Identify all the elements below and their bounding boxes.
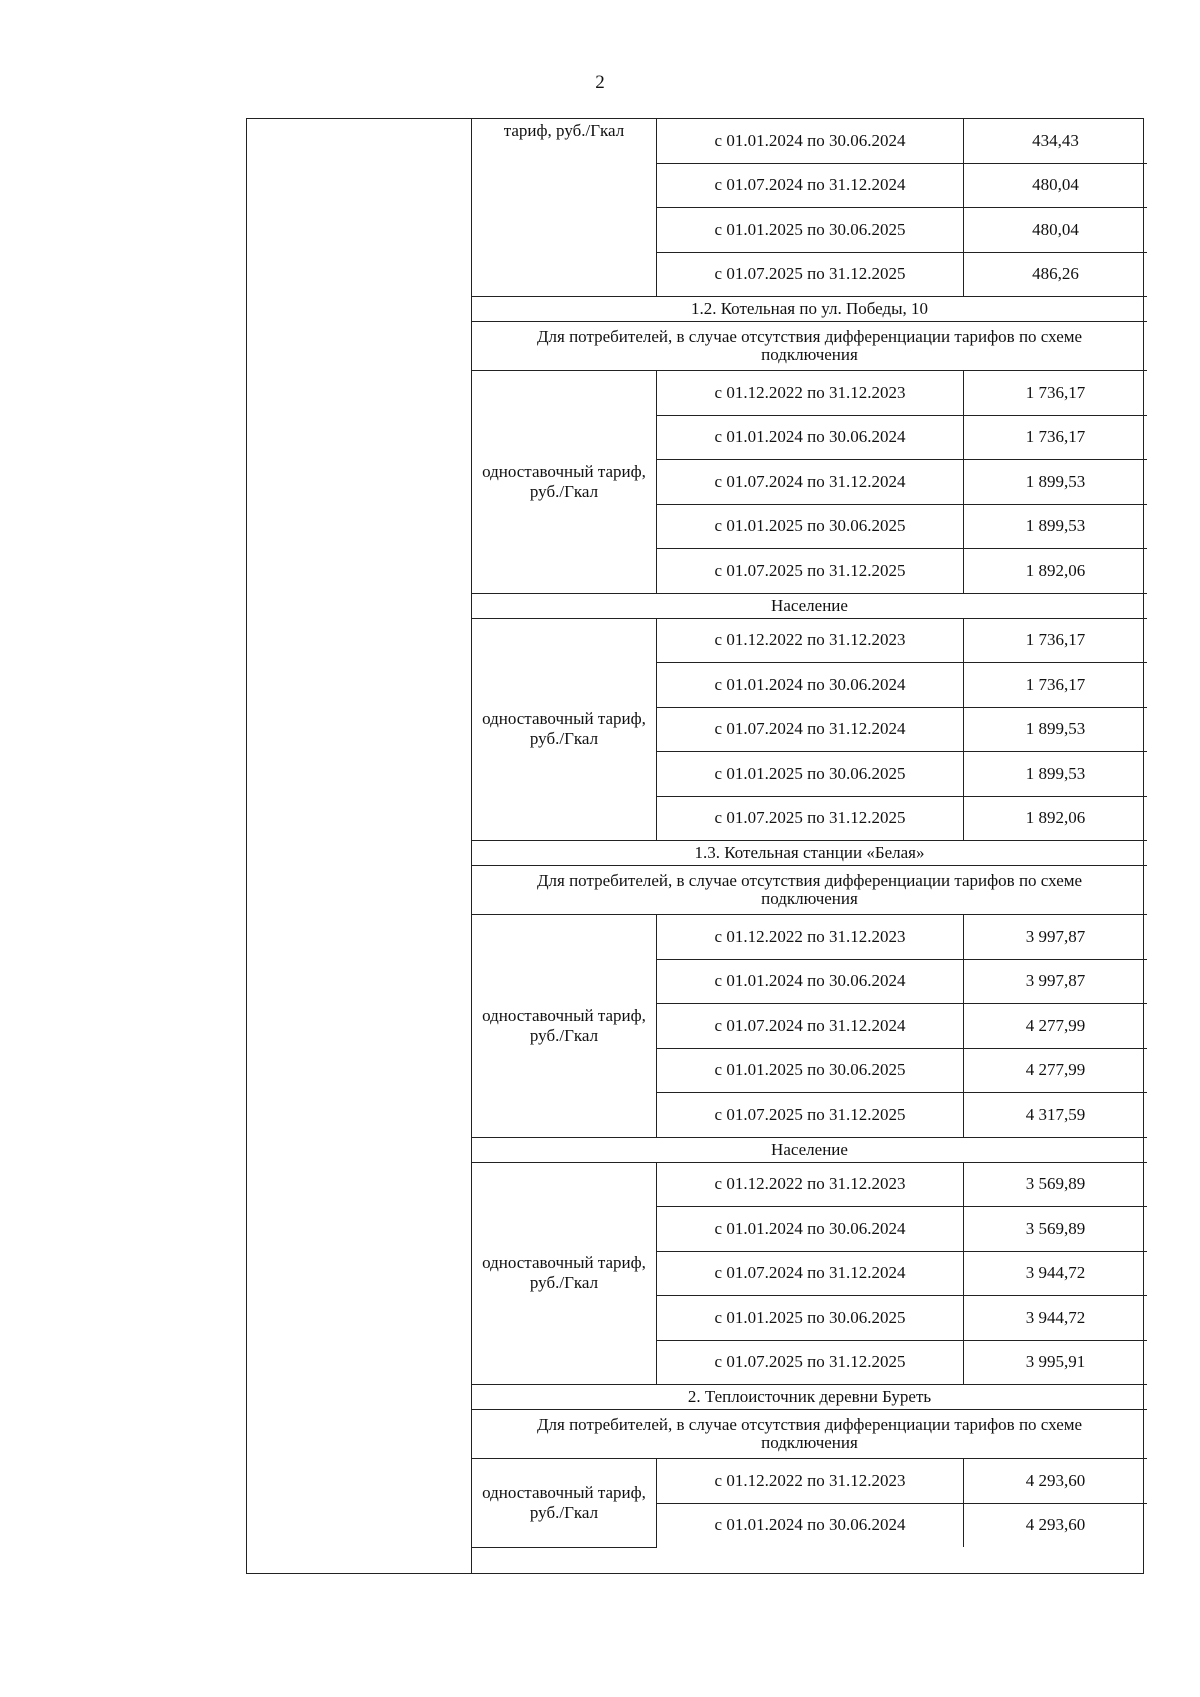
period-cell: с 01.07.2024 по 31.12.2024 [657,1004,964,1049]
left-empty-column [247,119,472,1573]
value-cell: 1 899,53 [964,460,1148,505]
tariff-table-page [246,118,1144,1574]
value-cell: 3 995,91 [964,1340,1148,1385]
consumers-header-row [472,1410,1147,1459]
section-title: 1.2. Котельная по ул. Победы, 10 [472,297,1147,322]
tariff-type-label: одноставочный тариф, руб./Гкал [472,371,657,594]
period-cell: с 01.01.2024 по 30.06.2024 [657,119,964,163]
tariff-type-label: одноставочный тариф, руб./Гкал [472,1162,657,1385]
period-cell: с 01.01.2024 по 30.06.2024 [657,663,964,708]
value-cell: 4 277,99 [964,1048,1148,1093]
period-cell: с 01.12.2022 по 31.12.2023 [657,371,964,416]
table-row [472,618,1147,663]
value-cell: 3 569,89 [964,1162,1148,1207]
table-row [472,1162,1147,1207]
period-cell: с 01.01.2025 по 30.06.2025 [657,208,964,253]
table-row [472,915,1147,960]
period-cell: с 01.01.2025 по 30.06.2025 [657,1296,964,1341]
period-cell: с 01.07.2025 по 31.12.2025 [657,1093,964,1138]
tariff-table [472,119,1143,1548]
value-cell: 480,04 [964,208,1148,253]
value-cell: 1 892,06 [964,549,1148,594]
page-number: 2 [595,72,605,93]
value-cell: 3 944,72 [964,1296,1148,1341]
consumers-header: Для потребителей, в случае отсутствия дифференциации тарифов по схеме подключения [472,866,1147,915]
value-cell: 1 736,17 [964,371,1148,416]
value-cell: 1 899,53 [964,707,1148,752]
period-cell: с 01.01.2024 по 30.06.2024 [657,415,964,460]
period-cell: с 01.01.2025 по 30.06.2025 [657,1048,964,1093]
tariff-type-label: тариф, руб./Гкал [472,119,657,297]
value-cell: 1 899,53 [964,752,1148,797]
population-header: Население [472,1137,1147,1162]
value-cell: 434,43 [964,119,1148,163]
value-cell: 1 736,17 [964,415,1148,460]
consumers-header-row [472,322,1147,371]
value-cell: 3 997,87 [964,959,1148,1004]
section-title: 2. Теплоисточник деревни Буреть [472,1385,1147,1410]
period-cell: с 01.07.2025 по 31.12.2025 [657,1340,964,1385]
population-header: Население [472,593,1147,618]
value-cell: 4 293,60 [964,1503,1148,1547]
table-row [472,371,1147,416]
period-cell: с 01.07.2024 по 31.12.2024 [657,460,964,505]
value-cell: 4 277,99 [964,1004,1148,1049]
tariff-type-label: одноставочный тариф, руб./Гкал [472,618,657,841]
value-cell: 3 997,87 [964,915,1148,960]
population-header-row [472,1137,1147,1162]
value-cell: 1 736,17 [964,618,1148,663]
section-title-row [472,1385,1147,1410]
value-cell: 3 569,89 [964,1207,1148,1252]
period-cell: с 01.12.2022 по 31.12.2023 [657,1162,964,1207]
value-cell: 4 293,60 [964,1459,1148,1504]
consumers-header-row [472,866,1147,915]
period-cell: с 01.01.2025 по 30.06.2025 [657,504,964,549]
period-cell: с 01.12.2022 по 31.12.2023 [657,915,964,960]
value-cell: 480,04 [964,163,1148,208]
tariff-type-label: одноставочный тариф, руб./Гкал [472,1459,657,1548]
period-cell: с 01.07.2025 по 31.12.2025 [657,252,964,297]
section-title: 1.3. Котельная станции «Белая» [472,841,1147,866]
value-cell: 1 736,17 [964,663,1148,708]
tariff-type-label: одноставочный тариф, руб./Гкал [472,915,657,1138]
consumers-header: Для потребителей, в случае отсутствия дифференциации тарифов по схеме подключения [472,1410,1147,1459]
period-cell: с 01.07.2024 по 31.12.2024 [657,1251,964,1296]
value-cell: 486,26 [964,252,1148,297]
table-row [472,119,1147,163]
value-cell: 1 892,06 [964,796,1148,841]
value-cell: 3 944,72 [964,1251,1148,1296]
period-cell: с 01.07.2025 по 31.12.2025 [657,549,964,594]
section-title-row [472,297,1147,322]
value-cell: 1 899,53 [964,504,1148,549]
period-cell: с 01.07.2025 по 31.12.2025 [657,796,964,841]
period-cell: с 01.12.2022 по 31.12.2023 [657,618,964,663]
period-cell: с 01.07.2024 по 31.12.2024 [657,707,964,752]
period-cell: с 01.01.2024 по 30.06.2024 [657,1207,964,1252]
period-cell: с 01.01.2025 по 30.06.2025 [657,752,964,797]
period-cell: с 01.01.2024 по 30.06.2024 [657,1503,964,1547]
value-cell: 4 317,59 [964,1093,1148,1138]
period-cell: с 01.07.2024 по 31.12.2024 [657,163,964,208]
section-title-row [472,841,1147,866]
population-header-row [472,593,1147,618]
table-row [472,1459,1147,1504]
consumers-header: Для потребителей, в случае отсутствия дифференциации тарифов по схеме подключения [472,322,1147,371]
period-cell: с 01.01.2024 по 30.06.2024 [657,959,964,1004]
period-cell: с 01.12.2022 по 31.12.2023 [657,1459,964,1504]
